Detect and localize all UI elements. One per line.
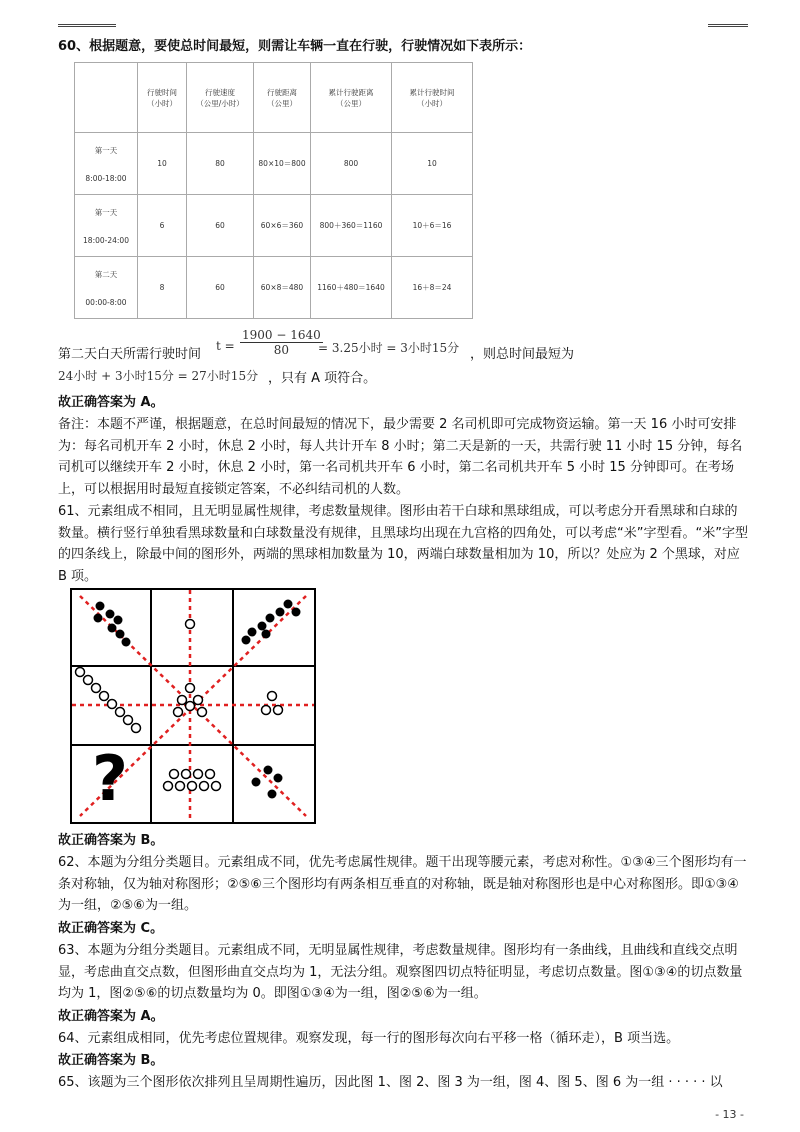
nine-grid-figure [70,588,316,824]
q60-note: 备注：本题不严谨，根据题意，在总时间最短的情况下，最少需要 2 名司机即可完成物资运输。第一天 16 小时可安排为：每名司机开车 2 小时，休息 2 小时，每人共计开车 8 小时；第二天是新的一天，共需行驶 11 小时 15 分钟，每名司机可以继续开车 2 小时，休息 2 小时，第一名司机共开车 6 小时，第二名司机共开车 5 小时 15 分钟即可。在考场上，可以根据用时最短直接锁定答案，不必纠结司机的人数。 [58,417,743,497]
q60-line2-prefix: 第二天白天所需行驶时间 [58,347,202,362]
page-number: - 13 - [715,1108,744,1121]
q60-answer: 故正确答案为 A。 [58,395,164,410]
header-rule-left [58,24,116,27]
header-rule-right [708,24,748,27]
fraction: $\frac{1900 - 1640}{80}$ [242,328,321,357]
q63-answer: 故正确答案为 A。 [58,1009,164,1024]
q60-line2-suffix: ，则总时间最短为 [470,347,575,362]
q62-answer: 故正确答案为 C。 [58,921,164,936]
table-header: 行驶距离 （公里） [254,63,311,133]
table-row: 第二天 00:00-8:00 8 60 60×8＝480 1160＋480＝1640 16＋8＝24 [75,257,473,319]
table-corner [75,63,138,133]
question-mark: ? [92,742,128,815]
total-time-formula: 24小时 + 3小时15分 = 27小时15分 [58,369,259,383]
q62-text: 62、本题为分组分类题目。元素组成不同，优先考虑属性规律。题干出现等腰元素，考虑对称性。①③④三个图形均有一条对称轴，仅为轴对称图形；②⑤⑥三个图形均有两条相互垂直的对称轴，既是轴对称图形也是中心对称图形。即①③④为一组，②⑤⑥为一组。 [58,855,747,913]
t-equals: t = [216,339,235,353]
q63-text: 63、本题为分组分类题目。元素组成不同，无明显属性规律，考虑数量规律。图形均有一条曲线，且曲线和直线交点明显，考虑曲直交点数，但图形曲直交点均为 1，无法分组。观察图四切点特征明显，考虑切点数量。图①③④的切点数量均为 1，图②⑤⑥的切点数量均为 0。即图①③④为一组，图②⑤⑥为一组。 [58,943,743,1001]
table-row: 第一天 8:00-18:00 10 80 80×10＝800 800 10 [75,133,473,195]
q64-text: 64、元素组成相同，优先考虑位置规律。观察发现，每一行的图形每次向右平移一格（循环走），B 项当选。 [58,1031,680,1046]
table-row: 第一天 18:00-24:00 6 60 60×6＝360 800＋360＝1160 10＋6＝16 [75,195,473,257]
q61-answer: 故正确答案为 B。 [58,833,164,848]
q61-text: 61、元素组成不相同，且无明显属性规律，考虑数量规律。图形由若干白球和黑球组成，可以考虑分开看黑球和白球的数量。横行竖行单独看黑球数量和白球数量没有规律，且黑球均出现在九宫格的四角处，可以考虑“米”字型看。“米”字型的四条线上，除最中间的图形外，两端的黑球相加数量为 10，两端白球数量相加为 10，所以？处应为 2 个黑球，对应 B 项。 [58,504,748,584]
table-header: 累计行驶时间 （小时） [392,63,473,133]
table-header: 行驶速度 （公里/小时） [187,63,254,133]
q65-text: 65、该题为三个图形依次排列且呈周期性遍历，因此图 1、图 2、图 3 为一组，图 4、图 5、图 6 为一组 · · · · · 以 [58,1075,723,1090]
q64-answer: 故正确答案为 B。 [58,1053,164,1068]
q60-intro: 60、根据题意，要使总时间最短，则需让车辆一直在行驶，行驶情况如下表所示： [58,39,532,54]
driving-table [74,62,473,319]
table-header: 行驶时间 （小时） [138,63,187,133]
q60-line3-suffix: ，只有 A 项符合。 [268,371,377,386]
table-header: 累计行驶距离 （公里） [311,63,392,133]
fraction-result: = 3.25小时 = 3小时15分 [318,341,460,355]
